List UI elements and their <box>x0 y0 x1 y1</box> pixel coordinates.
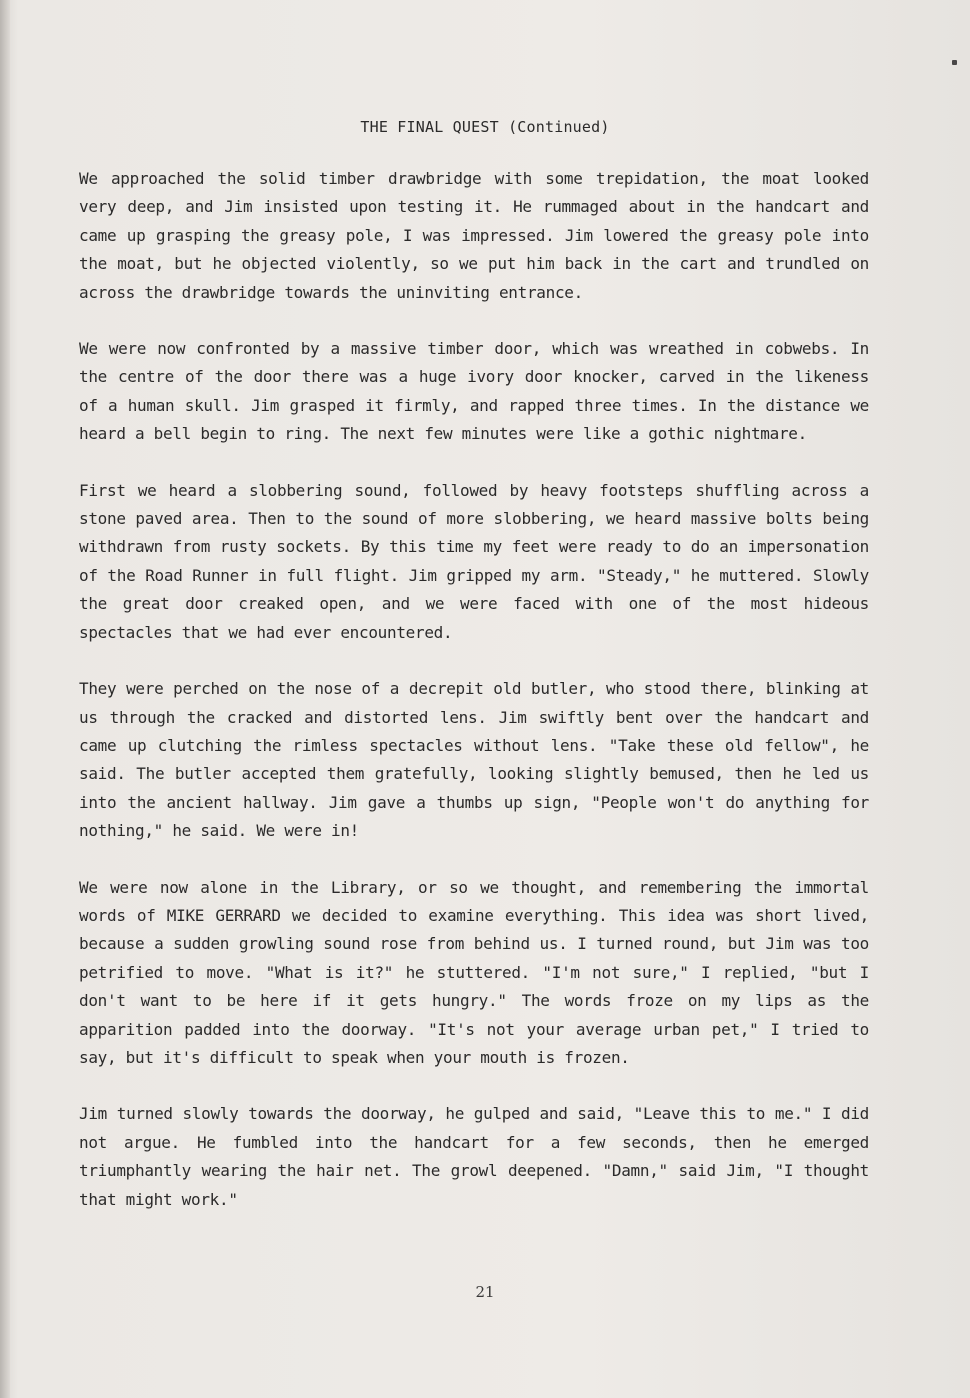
paragraph-library: We were now alone in the Library, or so we thought, and remembering the immortal words of MIKE GERRARD we decided to examine everything. This idea was short lived, because a sudden growling sound rose from behind us. I turned round, but Jim was too petrified to move. "What is it?" he stuttered. "I'm not sure," I replied, "but I don't want to be here if it gets hungry." The words froze on my lips as the apparition padded into the doorway. "It's not your average urban pet," I tried to say, but it's difficult to speak when your mouth is frozen. <box>79 877 869 1067</box>
paragraph-timber-door: We were now confronted by a massive timber door, which was wreathed in cobwebs. In the centre of the door there was a huge ivory door knocker, carved in the likeness of a human skull. Jim grasped it firmly, and rapped three times. In the distance we heard a bell begin to ring. The next few minutes were like a gothic nightmare. <box>79 339 869 444</box>
paragraph-hair-net: Jim turned slowly towards the doorway, he gulped and said, "Leave this to me." I did not argue. He fumbled into the handcart for a few seconds, then he emerged triumphantly wearing the hair net. The growl deepened. "Damn," said Jim, "I thought that might work." <box>79 1104 869 1209</box>
paragraph-slobbering: First we heard a slobbering sound, followed by heavy footsteps shuffling across a stone paved area. Then to the sound of more slobbering, we heard massive bolts being withdrawn from rusty sockets. By this time my feet were ready to do an impersonation of the Road Runner in full flight. Jim gripped my arm. "Steady," he muttered. Slowly the great door creaked open, and we were faced with one of the most hideous spectacles that we had ever encountered. <box>79 480 869 642</box>
paragraph-drawbridge: We approached the solid timber drawbridge with some trepidation, the moat looked very deep, and Jim insisted upon testing it. He rummaged about in the handcart and came up grasping the greasy pole, I was impressed. Jim lowered the greasy pole into the moat, but he objected violently, so we put him back in the cart and trundled on across the drawbridge towards the uninviting entrance. <box>79 169 869 302</box>
margin-mark <box>952 60 957 65</box>
binding-edge <box>0 0 10 1398</box>
paragraph-butler: They were perched on the nose of a decrepit old butler, who stood there, blinking at us through the cracked and distorted lens. Jim swiftly bent over the handcart and came up clutching the rimless spectacles without lens. "Take these old fellow", he said. The butler accepted them gratefully, looking slightly bemused, then he led us into the ancient hallway. Jim gave a thumbs up sign, "People won't do anything for nothing," he said. We were in! <box>79 679 869 841</box>
page-title: THE FINAL QUEST (Continued) <box>360 118 610 136</box>
article-body <box>79 165 869 1242</box>
page-number: 21 <box>475 1283 495 1301</box>
